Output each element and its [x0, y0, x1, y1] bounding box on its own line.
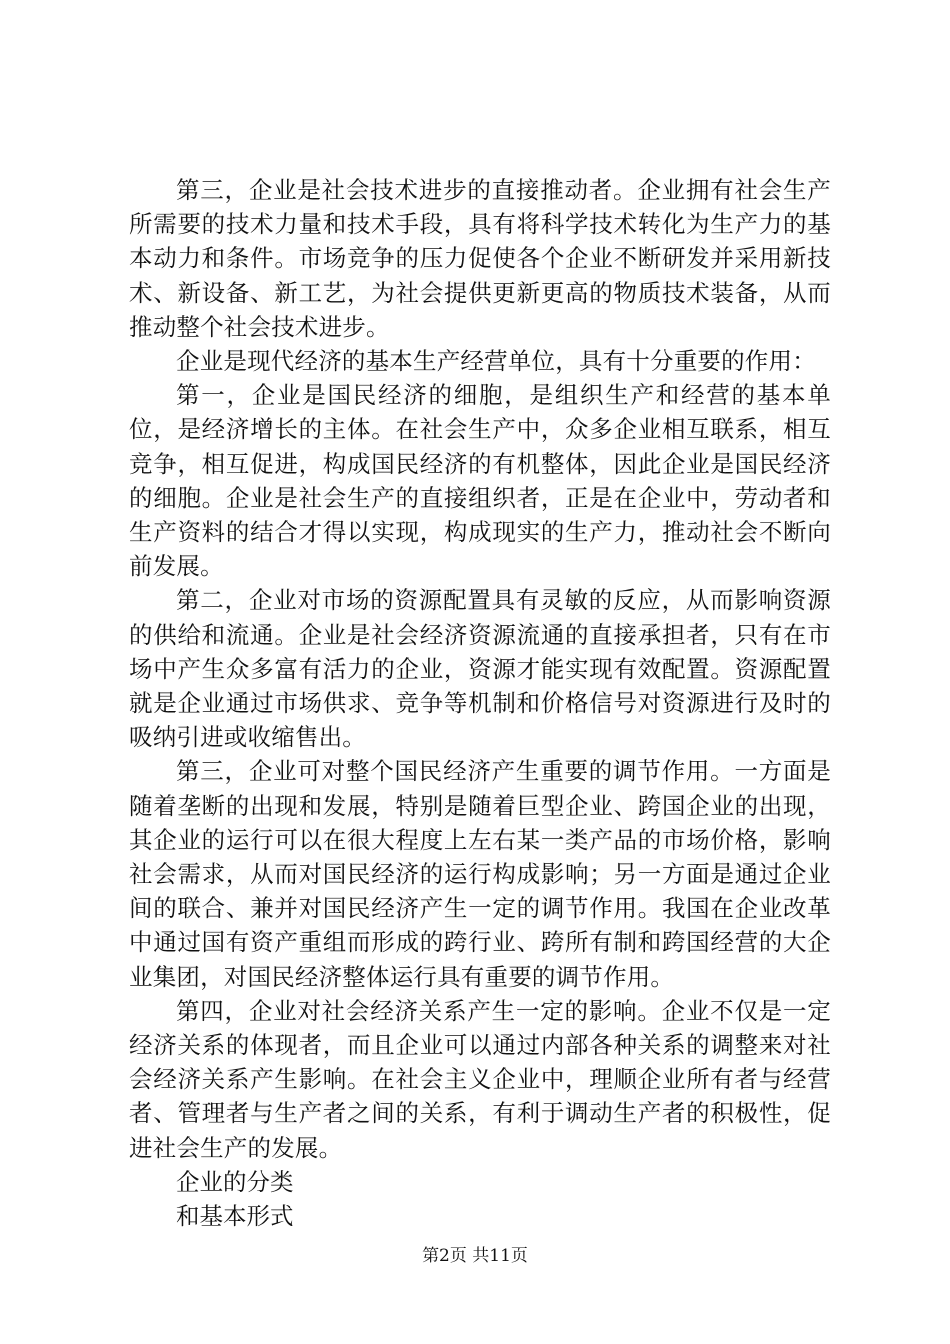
document-body — [129, 173, 831, 1233]
page-number-footer: 第2页 共11页 — [422, 1246, 528, 1266]
paragraph-regulation: 第三，企业可对整个国民经济产生重要的调节作用。一方面是随着垄断的出现和发展，特别是随着巨型企业、跨国企业的出现，其企业的运行可以在很大程度上左右某一类产品的市场价格，影响社会需求，从而对国民经济的运行构成影响；另一方面是通过企业间的联合、兼并对国民经济产生一定的调节作用。我国在企业改革中通过国有资产重组而形成的跨行业、跨所有制和跨国经营的大企业集团，对国民经济整体运行具有重要的调节作用。 — [129, 757, 831, 991]
paragraph-role-intro: 企业是现代经济的基本生产经营单位，具有十分重要的作用： — [176, 347, 816, 376]
section-heading-line-2: 和基本形式 — [176, 1202, 294, 1231]
paragraph-economic-relations: 第四，企业对社会经济关系产生一定的影响。企业不仅是一定经济关系的体现者，而且企业可以通过内部各种关系的调整来对社会经济关系产生影响。在社会主义企业中，理顺企业所有者与经营者、管理者与生产者之间的关系，有利于调动生产者的积极性，促进社会生产的发展。 — [129, 996, 831, 1162]
paragraph-economy-cell: 第一，企业是国民经济的细胞，是组织生产和经营的基本单位，是经济增长的主体。在社会生产中，众多企业相互联系，相互竞争，相互促进，构成国民经济的有机整体，因此企业是国民经济的细胞。企业是社会生产的直接组织者，正是在企业中，劳动者和生产资料的结合才得以实现，构成现实的生产力，推动社会不断向前发展。 — [129, 381, 831, 581]
section-heading-line-1: 企业的分类 — [176, 1167, 294, 1196]
paragraph-resource-allocation: 第二，企业对市场的资源配置具有灵敏的反应，从而影响资源的供给和流通。企业是社会经济资源流通的直接承担者，只有在市场中产生众多富有活力的企业，资源才能实现有效配置。资源配置就是企业通过市场供求、竞争等机制和价格信号对资源进行及时的吸纳引进或收缩售出。 — [129, 586, 831, 752]
paragraph-tech-progress: 第三，企业是社会技术进步的直接推动者。企业拥有社会生产所需要的技术力量和技术手段，具有将科学技术转化为生产力的基本动力和条件。市场竞争的压力促使各个企业不断研发并采用新技术、新设备、新工艺，为社会提供更新更高的物质技术装备，从而推动整个社会技术进步。 — [129, 176, 831, 341]
